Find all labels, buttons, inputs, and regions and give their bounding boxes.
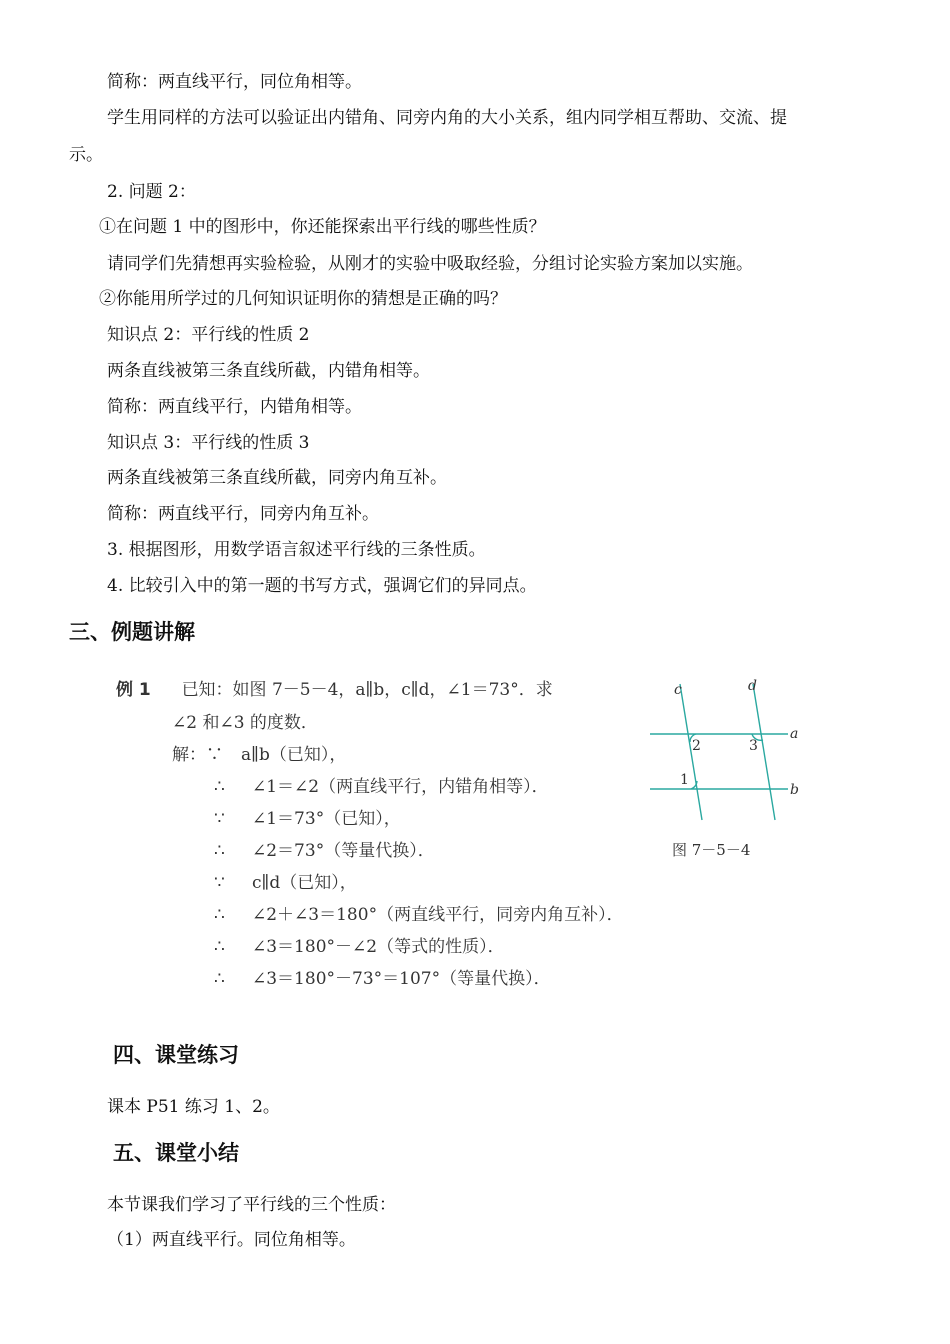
section-title: 三、例题讲解 [69, 620, 195, 644]
paragraph: 2. 问题 2： [107, 182, 196, 202]
step-symbol: ∴ [214, 841, 225, 861]
label-angle-1: 1 [680, 772, 689, 788]
step-symbol: ∴ [214, 777, 225, 797]
step-symbol: ∴ [214, 969, 225, 989]
geometry-figure [640, 672, 820, 822]
step-text: ∠1＝73°（已知）， [252, 809, 401, 829]
solution-step [214, 871, 357, 895]
step-text: ∠1＝∠2（两直线平行，内错角相等）． [252, 777, 549, 797]
paragraph: 知识点 3：平行线的性质 3 [107, 433, 310, 453]
solution-intro: 解： [172, 745, 206, 765]
step-text: ∠3＝180°－73°＝107°（等量代换）． [252, 969, 551, 989]
solution-step [214, 839, 435, 863]
solution-step [214, 807, 401, 831]
example-line-1 [116, 678, 553, 702]
section-title: 四、课堂练习 [113, 1043, 239, 1067]
step-text: ∠2＝73°（等量代换）． [252, 841, 435, 861]
label-d: d [748, 678, 757, 694]
step-symbol: ∴ [214, 937, 225, 957]
paragraph: 两条直线被第三条直线所截，同旁内角互补。 [107, 468, 447, 488]
step-symbol: ∵ [214, 873, 225, 893]
solution-step [214, 967, 551, 991]
example-text: 已知：如图 7－5－4，a∥b，c∥d，∠1＝73°．求 [181, 680, 553, 700]
paragraph: 学生用同样的方法可以验证出内错角、同旁内角的大小关系，组内同学相互帮助、交流、提 [107, 108, 787, 128]
paragraph: 简称：两直线平行，同位角相等。 [107, 72, 362, 92]
label-a: a [790, 726, 799, 742]
paragraph: ②你能用所学过的几何知识证明你的猜想是正确的吗？ [99, 289, 507, 309]
solution-step [214, 935, 505, 959]
solution-step [214, 775, 549, 799]
paragraph: 两条直线被第三条直线所截，内错角相等。 [107, 361, 430, 381]
step-text: ∠2＋∠3＝180°（两直线平行，同旁内角互补）． [252, 905, 624, 925]
step-symbol: ∵ [206, 745, 223, 765]
step-symbol: ∴ [214, 905, 225, 925]
label-angle-3: 3 [749, 738, 758, 754]
solution-step [172, 743, 346, 767]
step-text: ∠3＝180°－∠2（等式的性质）． [252, 937, 505, 957]
paragraph: 简称：两直线平行，同旁内角互补。 [107, 504, 379, 524]
step-symbol: ∵ [214, 809, 225, 829]
figure-caption: 图 7－5－4 [672, 841, 751, 859]
paragraph: 4. 比较引入中的第一题的书写方式，强调它们的异同点。 [107, 576, 537, 596]
label-b: b [790, 782, 799, 798]
paragraph: 3. 根据图形，用数学语言叙述平行线的三条性质。 [107, 540, 486, 560]
step-text: a∥b（已知）， [241, 745, 347, 765]
paragraph: ①在问题 1 中的图形中，你还能探索出平行线的哪些性质？ [99, 217, 546, 237]
paragraph: 请同学们先猜想再实验检验，从刚才的实验中吸取经验，分组讨论实验方案加以实施。 [107, 254, 753, 274]
example-line-2: ∠2 和∠3 的度数． [172, 713, 318, 733]
paragraph: 本节课我们学习了平行线的三个性质： [107, 1195, 396, 1215]
step-text: c∥d（已知）， [252, 873, 357, 893]
paragraph: 示。 [69, 145, 103, 165]
section-title: 五、课堂小结 [113, 1141, 239, 1165]
paragraph: 知识点 2：平行线的性质 2 [107, 325, 310, 345]
paragraph: 简称：两直线平行，内错角相等。 [107, 397, 362, 417]
paragraph: 课本 P51 练习 1、2。 [107, 1097, 280, 1117]
paragraph: （1）两直线平行。同位角相等。 [107, 1230, 356, 1250]
example-label: 例 1 [116, 680, 151, 700]
solution-step [214, 903, 624, 927]
label-angle-2: 2 [692, 738, 701, 754]
label-c: c [674, 682, 682, 698]
